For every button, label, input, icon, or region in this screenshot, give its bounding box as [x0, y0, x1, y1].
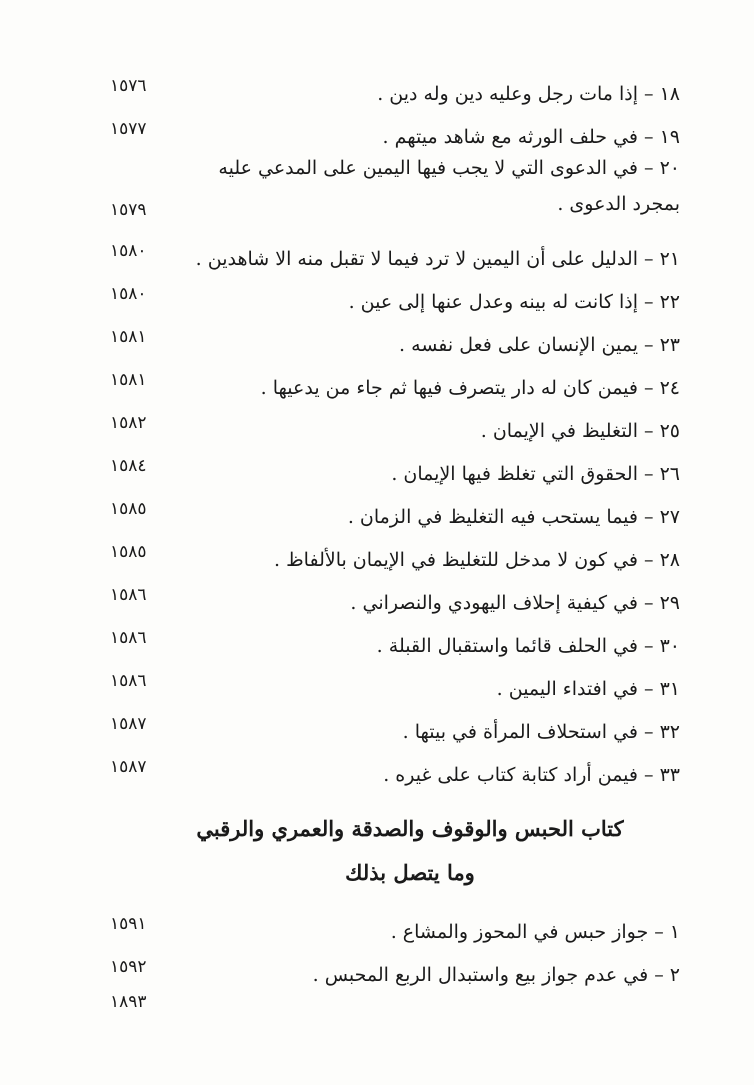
toc-entry-26	[110, 444, 680, 487]
entry-page-number: ١٥٨٦	[110, 585, 147, 605]
entry-page-number: ١٥٧٩	[110, 200, 147, 220]
entry-page-number: ١٥٨٧	[110, 757, 147, 777]
entry-title: ٣٢ – في استحلاف المرأة في بيتها .	[402, 721, 680, 743]
entry-title: ٢٠ – في الدعوى التي لا يجب فيها اليمين على المدعي عليه بمجرد الدعوى .	[218, 157, 680, 215]
toc-entry-20	[110, 150, 680, 229]
entry-title: ٢٢ – إذا كانت له بينه وعدل عنها إلى عين .	[348, 291, 680, 313]
entry-title: ٢١ – الدليل على أن اليمين لا ترد فيما لا تقبل منه الا شاهدين .	[195, 248, 680, 270]
entry-page-number: ١٥٧٦	[110, 76, 147, 96]
toc-entry-28	[110, 530, 680, 573]
toc-entry-24	[110, 358, 680, 401]
entry-title: ٢٦ – الحقوق التي تغلظ فيها الإيمان .	[391, 463, 680, 485]
toc-entry-section-2	[110, 945, 680, 988]
entry-page-number: ١٥٨٦	[110, 671, 147, 691]
entry-page-number: ١٥٩١	[110, 914, 147, 934]
toc-entry-19	[110, 107, 680, 150]
toc-entry-21	[110, 229, 680, 272]
section-spacer	[110, 888, 680, 902]
entry-title: ١٩ – في حلف الورثه مع شاهد ميتهم .	[382, 126, 680, 148]
entry-page-number: ١٥٨٤	[110, 456, 147, 476]
entry-page-number: ١٥٨٢	[110, 413, 147, 433]
toc-entry-25	[110, 401, 680, 444]
entry-title: ١ – جواز حبس في المحوز والمشاع .	[390, 921, 680, 943]
entry-title: ٢٧ – فيما يستحب فيه التغليظ في الزمان .	[347, 506, 680, 528]
section-heading-line1: كتاب الحبس والوقوف والصدقة والعمري والرقبي	[196, 816, 624, 841]
footer-page-number: ١٨٩٣	[110, 992, 147, 1012]
table-of-contents	[110, 64, 680, 988]
toc-entry-29	[110, 573, 680, 616]
entry-title: ٢٨ – في كون لا مدخل للتغليظ في الإيمان بالألفاظ .	[274, 549, 680, 571]
entry-page-number: ١٥٧٧	[110, 119, 147, 139]
entry-title: ٢٣ – يمين الإنسان على فعل نفسه .	[399, 334, 680, 356]
entry-page-number: ١٥٨٥	[110, 499, 147, 519]
toc-entry-32	[110, 702, 680, 745]
entry-title: ٣١ – في افتداء اليمين .	[496, 678, 680, 700]
entry-title: ٣٠ – في الحلف قائما واستقبال القبلة .	[376, 635, 680, 657]
entry-page-number: ١٥٨١	[110, 370, 147, 390]
entry-title: ١٨ – إذا مات رجل وعليه دين وله دين .	[377, 83, 680, 105]
toc-entry-33	[110, 745, 680, 788]
entry-page-number: ١٥٨٧	[110, 714, 147, 734]
toc-entry-section-1	[110, 902, 680, 945]
toc-entry-27	[110, 487, 680, 530]
entry-page-number: ١٥٨٥	[110, 542, 147, 562]
toc-entry-23	[110, 315, 680, 358]
toc-entry-30	[110, 616, 680, 659]
toc-entry-18	[110, 64, 680, 107]
section-heading	[110, 814, 680, 888]
entry-page-number: ١٥٨٠	[110, 241, 147, 261]
entry-title: ٢٤ – فيمن كان له دار يتصرف فيها ثم جاء من يدعيها .	[260, 377, 680, 399]
section-heading-line2: وما يتصل بذلك	[345, 860, 475, 885]
entry-title: ٢٥ – التغليظ في الإيمان .	[480, 420, 680, 442]
entry-page-number: ١٥٨٠	[110, 284, 147, 304]
entry-title: ٣٣ – فيمن أراد كتابة كتاب على غيره .	[383, 764, 680, 786]
entry-title: ٢ – في عدم جواز بيع واستبدال الربع المحبس .	[312, 964, 680, 986]
entry-title: ٢٩ – في كيفية إحلاف اليهودي والنصراني .	[350, 592, 680, 614]
entry-page-number: ١٥٨٦	[110, 628, 147, 648]
toc-entry-31	[110, 659, 680, 702]
toc-entry-22	[110, 272, 680, 315]
entry-page-number: ١٥٩٢	[110, 957, 147, 977]
entry-page-number: ١٥٨١	[110, 327, 147, 347]
